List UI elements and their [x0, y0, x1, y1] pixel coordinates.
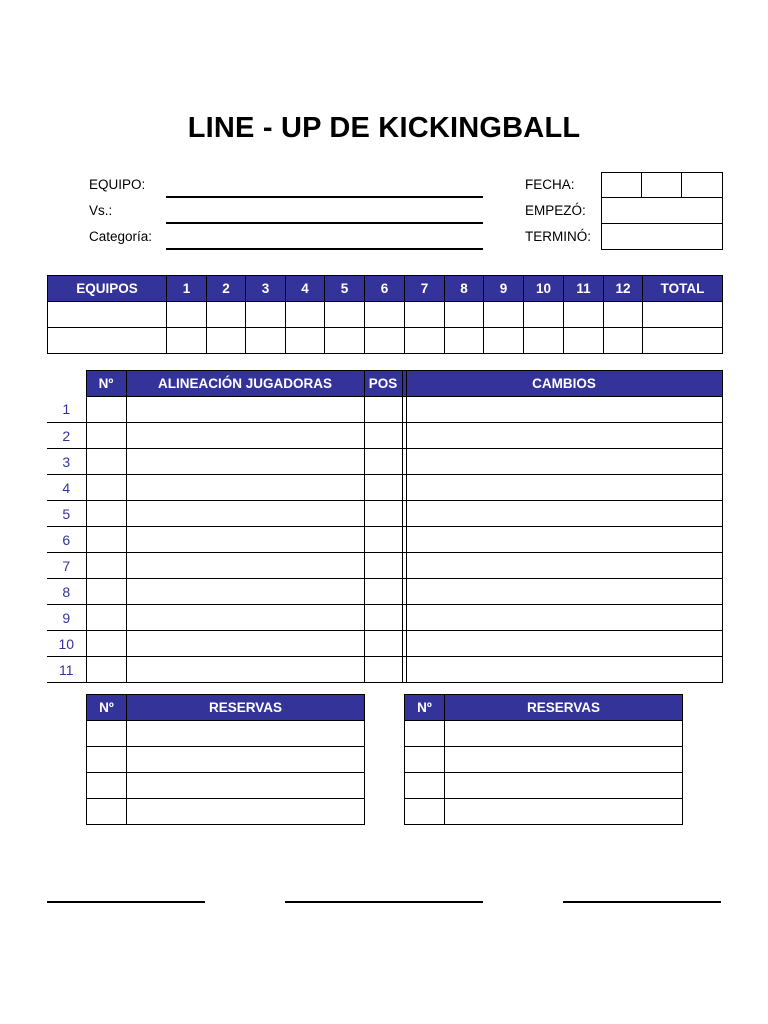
row-number: 8 [62, 583, 71, 600]
changes-cell[interactable] [406, 423, 722, 449]
reserves-left-table [86, 694, 365, 825]
inning-10-cell[interactable] [524, 302, 564, 328]
reserves-right-header-title: RESERVAS [445, 695, 683, 721]
reserve-row [87, 721, 365, 747]
reserve-number-cell[interactable] [87, 773, 127, 799]
player-number-cell[interactable] [86, 605, 126, 631]
inning-6-cell[interactable] [365, 302, 405, 328]
score-row [48, 302, 723, 328]
header-inning-9: 9 [484, 276, 524, 302]
reserve-number-cell[interactable] [87, 747, 127, 773]
player-number-cell[interactable] [86, 631, 126, 657]
row-number: 6 [62, 531, 71, 548]
player-name-cell[interactable] [126, 527, 364, 553]
header-total: TOTAL [643, 276, 723, 302]
reserve-name-cell[interactable] [445, 747, 683, 773]
reserve-row [405, 799, 683, 825]
reserve-name-cell[interactable] [445, 799, 683, 825]
team-name-cell[interactable] [48, 328, 167, 354]
position-cell[interactable] [364, 657, 402, 683]
signature-line-left[interactable] [47, 901, 205, 903]
reserve-name-cell[interactable] [445, 721, 683, 747]
row-number-cell [47, 423, 86, 449]
header-number: Nº [86, 371, 126, 397]
inning-1-cell[interactable] [167, 328, 207, 354]
header-inning-2: 2 [207, 276, 246, 302]
empezo-label: EMPEZÓ: [525, 203, 586, 218]
inning-12-cell[interactable] [604, 328, 643, 354]
row-number-cell [47, 475, 86, 501]
changes-cell[interactable] [406, 527, 722, 553]
score-row [48, 328, 723, 354]
signature-line-right[interactable] [563, 901, 721, 903]
reserves-left-header-title: RESERVAS [127, 695, 365, 721]
inning-4-cell[interactable] [286, 302, 325, 328]
termino-label: TERMINÓ: [525, 229, 591, 244]
header-changes: CAMBIOS [406, 371, 722, 397]
categoria-label: Categoría: [89, 229, 153, 244]
reserves-right-table [404, 694, 683, 825]
lineup-table [47, 370, 723, 683]
player-name-cell[interactable] [126, 449, 364, 475]
score-table [47, 275, 723, 354]
player-number-cell[interactable] [86, 657, 126, 683]
reserve-number-cell[interactable] [405, 747, 445, 773]
fecha-year-cell[interactable] [682, 173, 723, 198]
inning-5-cell[interactable] [325, 302, 365, 328]
lineup-row [47, 527, 722, 553]
row-number: 7 [62, 557, 71, 574]
row-number-cell [47, 527, 86, 553]
categoria-field[interactable] [166, 248, 483, 250]
equipo-label: EQUIPO: [89, 177, 146, 192]
reserve-number-cell[interactable] [405, 799, 445, 825]
reserve-number-cell[interactable] [405, 721, 445, 747]
lineup-row [47, 605, 722, 631]
header-inning-7: 7 [405, 276, 445, 302]
row-number-cell [47, 631, 86, 657]
changes-cell[interactable] [406, 605, 722, 631]
inning-9-cell[interactable] [484, 328, 524, 354]
total-cell[interactable] [643, 302, 723, 328]
player-number-cell[interactable] [86, 527, 126, 553]
lineup-row [47, 397, 722, 423]
lineup-row [47, 553, 722, 579]
lineup-row [47, 475, 722, 501]
row-number-cell [47, 553, 86, 579]
row-number: 1 [62, 401, 71, 418]
reserve-name-cell[interactable] [127, 747, 365, 773]
changes-cell[interactable] [406, 475, 722, 501]
row-number: 5 [62, 505, 71, 522]
page-title: LINE - UP DE KICKINGBALL [187, 112, 581, 144]
reserve-name-cell[interactable] [127, 799, 365, 825]
position-cell[interactable] [364, 553, 402, 579]
player-number-cell[interactable] [86, 579, 126, 605]
inning-5-cell[interactable] [325, 328, 365, 354]
vs-label: Vs.: [89, 203, 113, 218]
player-number-cell[interactable] [86, 423, 126, 449]
lineup-row [47, 657, 722, 683]
inning-10-cell[interactable] [524, 328, 564, 354]
player-number-cell[interactable] [86, 397, 126, 423]
row-number: 4 [62, 479, 71, 496]
changes-cell[interactable] [406, 501, 722, 527]
position-cell[interactable] [364, 449, 402, 475]
lineup-row [47, 501, 722, 527]
player-number-cell[interactable] [86, 553, 126, 579]
header-inning-6: 6 [365, 276, 405, 302]
inning-3-cell[interactable] [246, 328, 286, 354]
row-number-cell [47, 579, 86, 605]
row-number-cell [47, 605, 86, 631]
player-number-cell[interactable] [86, 449, 126, 475]
inning-8-cell[interactable] [445, 302, 484, 328]
row-number-cell [47, 657, 86, 683]
reserve-name-cell[interactable] [127, 773, 365, 799]
reserve-name-cell[interactable] [445, 773, 683, 799]
empezo-cell[interactable] [602, 198, 723, 224]
header-inning-12: 12 [604, 276, 643, 302]
header-position: POS [364, 371, 402, 397]
inning-7-cell[interactable] [405, 302, 445, 328]
row-number: 9 [62, 609, 71, 626]
fecha-month-cell[interactable] [642, 173, 682, 198]
row-number-cell [47, 449, 86, 475]
equipo-field[interactable] [166, 196, 483, 198]
inning-11-cell[interactable] [564, 302, 604, 328]
inning-6-cell[interactable] [365, 328, 405, 354]
header-inning-4: 4 [286, 276, 325, 302]
header-inning-1: 1 [167, 276, 207, 302]
changes-cell[interactable] [406, 553, 722, 579]
header-inning-5: 5 [325, 276, 365, 302]
position-cell[interactable] [364, 397, 402, 423]
player-name-cell[interactable] [126, 475, 364, 501]
row-number: 10 [58, 635, 75, 652]
termino-cell[interactable] [602, 224, 723, 250]
header-inning-11: 11 [564, 276, 604, 302]
lineup-row [47, 631, 722, 657]
reserve-number-cell[interactable] [405, 773, 445, 799]
total-cell[interactable] [643, 328, 723, 354]
player-name-cell[interactable] [126, 501, 364, 527]
position-cell[interactable] [364, 475, 402, 501]
player-name-cell[interactable] [126, 657, 364, 683]
fecha-day-cell[interactable] [602, 173, 642, 198]
reserves-left-header-number: Nº [87, 695, 127, 721]
row-number: 11 [58, 661, 74, 678]
player-name-cell[interactable] [126, 605, 364, 631]
position-cell[interactable] [364, 501, 402, 527]
reserve-name-cell[interactable] [127, 721, 365, 747]
inning-3-cell[interactable] [246, 302, 286, 328]
team-name-cell[interactable] [48, 302, 167, 328]
changes-cell[interactable] [406, 631, 722, 657]
changes-cell[interactable] [406, 449, 722, 475]
row-number-cell [47, 397, 86, 423]
position-cell[interactable] [364, 579, 402, 605]
reserve-row [87, 799, 365, 825]
header-inning-3: 3 [246, 276, 286, 302]
inning-7-cell[interactable] [405, 328, 445, 354]
vs-field[interactable] [166, 222, 483, 224]
reserve-row [405, 747, 683, 773]
position-cell[interactable] [364, 527, 402, 553]
reserve-row [87, 773, 365, 799]
player-name-cell[interactable] [126, 397, 364, 423]
inning-12-cell[interactable] [604, 302, 643, 328]
position-cell[interactable] [364, 631, 402, 657]
lineup-row [47, 579, 722, 605]
header-inning-10: 10 [524, 276, 564, 302]
row-number: 3 [62, 453, 71, 470]
date-time-table [601, 172, 723, 250]
reserve-row [405, 721, 683, 747]
reserve-row [405, 773, 683, 799]
player-number-cell[interactable] [86, 501, 126, 527]
fecha-label: FECHA: [525, 177, 575, 192]
reserve-row [87, 747, 365, 773]
row-number-cell [47, 501, 86, 527]
player-name-cell[interactable] [126, 553, 364, 579]
lineup-row [47, 449, 722, 475]
changes-cell[interactable] [406, 579, 722, 605]
changes-cell[interactable] [406, 657, 722, 683]
signature-line-center[interactable] [285, 901, 483, 903]
inning-9-cell[interactable] [484, 302, 524, 328]
position-cell[interactable] [364, 423, 402, 449]
header-lineup-players: ALINEACIÓN JUGADORAS [126, 371, 364, 397]
header-inning-8: 8 [445, 276, 484, 302]
player-name-cell[interactable] [126, 631, 364, 657]
player-name-cell[interactable] [126, 423, 364, 449]
reserve-number-cell[interactable] [87, 799, 127, 825]
inning-4-cell[interactable] [286, 328, 325, 354]
row-number: 2 [62, 427, 71, 444]
header-equipos: EQUIPOS [48, 276, 167, 302]
reserve-number-cell[interactable] [87, 721, 127, 747]
lineup-row [47, 423, 722, 449]
reserves-right-header-number: Nº [405, 695, 445, 721]
inning-2-cell[interactable] [207, 328, 246, 354]
player-number-cell[interactable] [86, 475, 126, 501]
inning-1-cell[interactable] [167, 302, 207, 328]
inning-8-cell[interactable] [445, 328, 484, 354]
changes-cell[interactable] [406, 397, 722, 423]
player-name-cell[interactable] [126, 579, 364, 605]
inning-2-cell[interactable] [207, 302, 246, 328]
inning-11-cell[interactable] [564, 328, 604, 354]
position-cell[interactable] [364, 605, 402, 631]
